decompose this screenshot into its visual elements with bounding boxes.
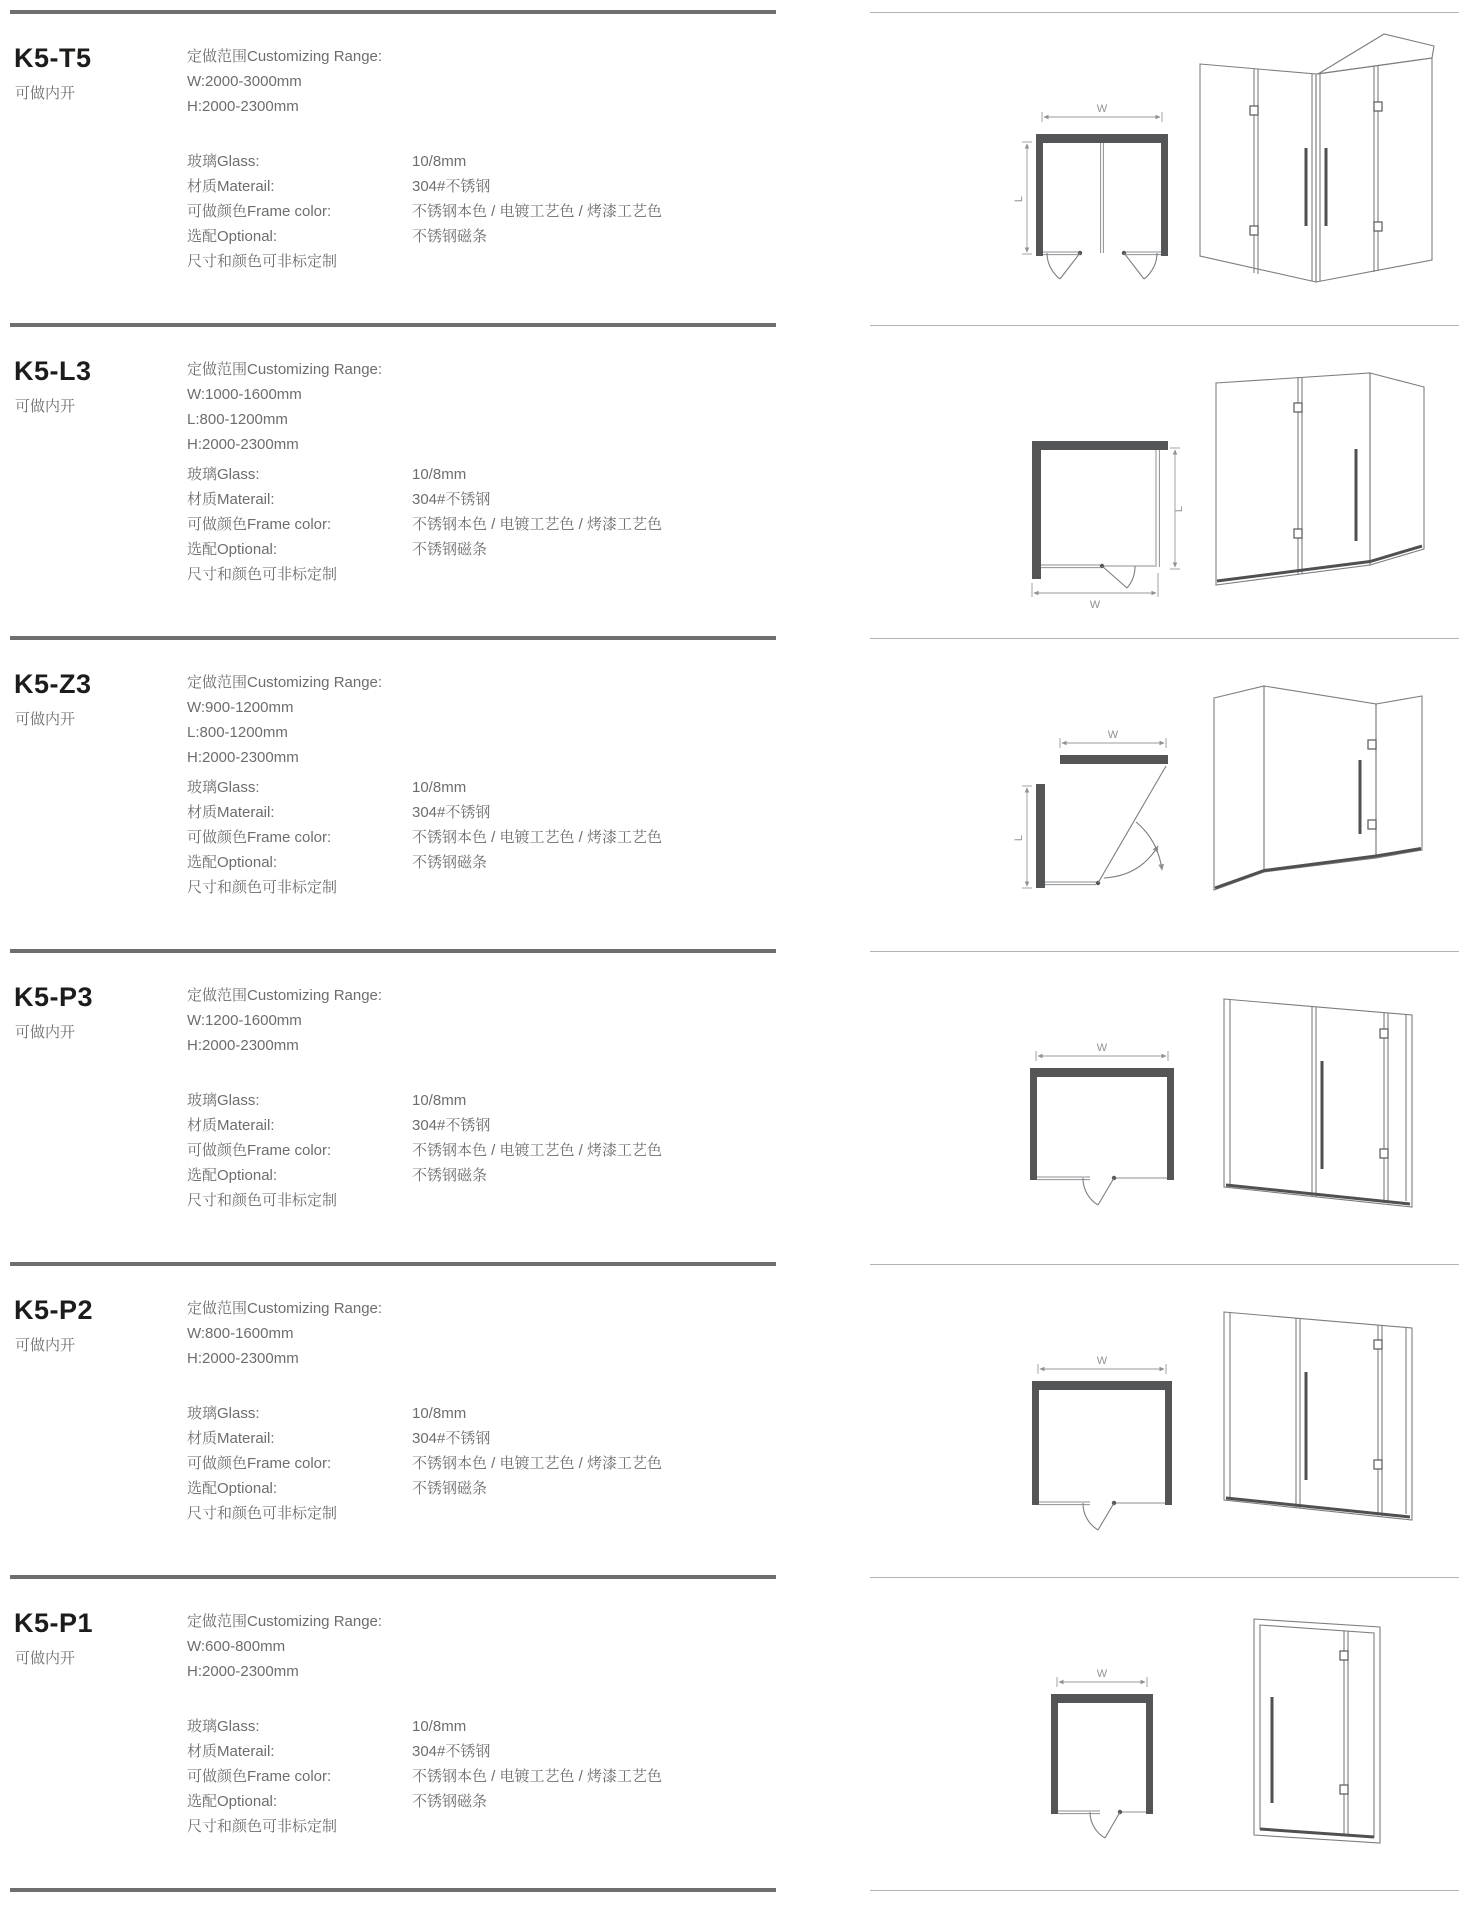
customizing-range [187,44,382,119]
divider-left [10,1888,776,1892]
spec-value: 不锈钢磁条 [412,228,488,245]
spec-note: 尺寸和颜色可非标定制 [187,253,338,270]
product-section-k5-t5 [0,10,1459,323]
spec-label: 材质Materail: [187,804,275,821]
dim-label-w: W [1096,1355,1108,1367]
range-dim-l: L:800-1200mm [187,411,288,428]
dim-label-l: L [1013,195,1025,203]
dim-label-l: L [1173,505,1185,513]
dim-label-w: W [1096,103,1108,115]
model-subtitle: 可做内开 [15,1024,76,1041]
range-dim-h: H:2000-2300mm [187,436,299,453]
spec-label: 材质Materail: [187,178,275,195]
model-name: K5-P1 [14,1608,94,1638]
spec-label: 玻璃Glass: [187,153,260,170]
spec-value: 不锈钢本色 / 电镀工艺色 / 烤漆工艺色 [412,516,663,533]
divider-left [10,949,776,953]
range-dim-h: H:2000-2300mm [187,1663,299,1680]
dim-label-w: W [1089,599,1101,610]
spec-list [187,1714,662,1839]
spec-value: 10/8mm [412,1718,467,1735]
divider-right [870,1890,1459,1891]
spec-list [187,1401,662,1526]
iso-view-diagram [1188,656,1443,931]
range-title: 定做范围Customizing Range: [187,1613,383,1630]
spec-value: 10/8mm [412,1405,467,1422]
spec-value: 304#不锈钢 [412,178,491,195]
range-dim-l: L:800-1200mm [187,724,288,741]
range-title: 定做范围Customizing Range: [187,674,383,691]
spec-label: 材质Materail: [187,1743,275,1760]
range-title: 定做范围Customizing Range: [187,1300,383,1317]
spec-list [187,775,662,900]
range-dim-h: H:2000-2300mm [187,98,299,115]
spec-label: 可做颜色Frame color: [187,1768,332,1785]
divider-right [870,638,1459,639]
plan-view-diagram [1012,1667,1187,1862]
spec-list [187,462,662,587]
customizing-range [187,1609,382,1684]
range-dim-h: H:2000-2300mm [187,1037,299,1054]
range-dim-w: W:2000-3000mm [187,73,302,90]
range-dim-w: W:800-1600mm [187,1325,294,1342]
customizing-range [187,1296,382,1371]
range-dim-h: H:2000-2300mm [187,1350,299,1367]
dim-label-l: L [1013,834,1025,842]
divider-left [10,1575,776,1579]
spec-note: 尺寸和颜色可非标定制 [187,1192,338,1209]
dim-label-w: W [1096,1668,1108,1680]
iso-view-diagram [1188,969,1443,1244]
spec-note: 尺寸和颜色可非标定制 [187,1505,338,1522]
spec-value: 不锈钢本色 / 电镀工艺色 / 烤漆工艺色 [412,1142,663,1159]
spec-label: 可做颜色Frame color: [187,1142,332,1159]
spec-list [187,149,662,274]
range-title: 定做范围Customizing Range: [187,987,383,1004]
spec-note: 尺寸和颜色可非标定制 [187,1818,338,1835]
range-dim-w: W:1200-1600mm [187,1012,302,1029]
spec-label: 玻璃Glass: [187,1092,260,1109]
divider-right [870,1577,1459,1578]
spec-value: 不锈钢磁条 [412,1793,488,1810]
divider-right [870,1264,1459,1265]
spec-note: 尺寸和颜色可非标定制 [187,566,338,583]
model-subtitle: 可做内开 [15,1650,76,1667]
plan-view-diagram [1012,728,1187,923]
spec-label: 玻璃Glass: [187,466,260,483]
spec-value: 10/8mm [412,1092,467,1109]
spec-label: 选配Optional: [187,854,278,871]
product-section-k5-l3 [0,323,1459,636]
plan-view-diagram [1012,1041,1187,1236]
model-name: K5-T5 [14,43,92,73]
spec-label: 可做颜色Frame color: [187,203,332,220]
range-dim-w: W:600-800mm [187,1638,286,1655]
model-name: K5-Z3 [14,669,92,699]
spec-label: 可做颜色Frame color: [187,829,332,846]
range-title: 定做范围Customizing Range: [187,361,383,378]
spec-value: 10/8mm [412,779,467,796]
divider-left [10,10,776,14]
spec-value: 304#不锈钢 [412,1117,491,1134]
spec-value: 304#不锈钢 [412,491,491,508]
spec-value: 10/8mm [412,153,467,170]
spec-value: 不锈钢本色 / 电镀工艺色 / 烤漆工艺色 [412,1455,663,1472]
spec-label: 玻璃Glass: [187,1405,260,1422]
divider-right [870,951,1459,952]
range-title: 定做范围Customizing Range: [187,48,383,65]
model-name: K5-P3 [14,982,94,1012]
iso-view-diagram [1188,1282,1443,1557]
bottom-divider [0,1888,1459,1894]
spec-label: 可做颜色Frame color: [187,516,332,533]
spec-value: 304#不锈钢 [412,1743,491,1760]
spec-note: 尺寸和颜色可非标定制 [187,879,338,896]
divider-left [10,1262,776,1266]
spec-value: 不锈钢磁条 [412,541,488,558]
divider-right [870,12,1459,13]
spec-label: 玻璃Glass: [187,1718,260,1735]
spec-label: 选配Optional: [187,1793,278,1810]
model-name: K5-L3 [14,356,92,386]
divider-right [870,325,1459,326]
divider-left [10,636,776,640]
spec-label: 可做颜色Frame color: [187,1455,332,1472]
iso-view-diagram [1188,1595,1443,1870]
divider-left [10,323,776,327]
spec-label: 选配Optional: [187,541,278,558]
range-dim-h: H:2000-2300mm [187,749,299,766]
model-name: K5-P2 [14,1295,94,1325]
model-subtitle: 可做内开 [15,1337,76,1354]
spec-label: 玻璃Glass: [187,779,260,796]
spec-value: 不锈钢磁条 [412,1167,488,1184]
plan-view-diagram [1012,102,1187,297]
spec-label: 材质Materail: [187,491,275,508]
spec-value: 不锈钢本色 / 电镀工艺色 / 烤漆工艺色 [412,203,663,220]
spec-value: 不锈钢磁条 [412,854,488,871]
spec-value: 304#不锈钢 [412,1430,491,1447]
range-dim-w: W:900-1200mm [187,699,294,716]
spec-value: 304#不锈钢 [412,804,491,821]
spec-value: 不锈钢本色 / 电镀工艺色 / 烤漆工艺色 [412,829,663,846]
dim-label-w: W [1096,1042,1108,1054]
customizing-range [187,983,382,1058]
iso-view-diagram [1188,30,1443,305]
model-subtitle: 可做内开 [15,85,76,102]
spec-label: 选配Optional: [187,1480,278,1497]
spec-label: 材质Materail: [187,1117,275,1134]
spec-value: 不锈钢本色 / 电镀工艺色 / 烤漆工艺色 [412,1768,663,1785]
product-section-k5-p3 [0,949,1459,1262]
spec-label: 材质Materail: [187,1430,275,1447]
plan-view-diagram [1012,415,1187,610]
product-section-k5-p2 [0,1262,1459,1575]
spec-list [187,1088,662,1213]
range-dim-w: W:1000-1600mm [187,386,302,403]
dim-label-w: W [1107,729,1119,741]
model-subtitle: 可做内开 [15,398,76,415]
product-section-k5-z3 [0,636,1459,949]
iso-view-diagram [1188,343,1443,618]
spec-label: 选配Optional: [187,228,278,245]
spec-value: 不锈钢磁条 [412,1480,488,1497]
customizing-range [187,670,382,770]
spec-label: 选配Optional: [187,1167,278,1184]
customizing-range [187,357,382,457]
model-subtitle: 可做内开 [15,711,76,728]
plan-view-diagram [1012,1354,1187,1549]
spec-value: 10/8mm [412,466,467,483]
product-section-k5-p1 [0,1575,1459,1888]
